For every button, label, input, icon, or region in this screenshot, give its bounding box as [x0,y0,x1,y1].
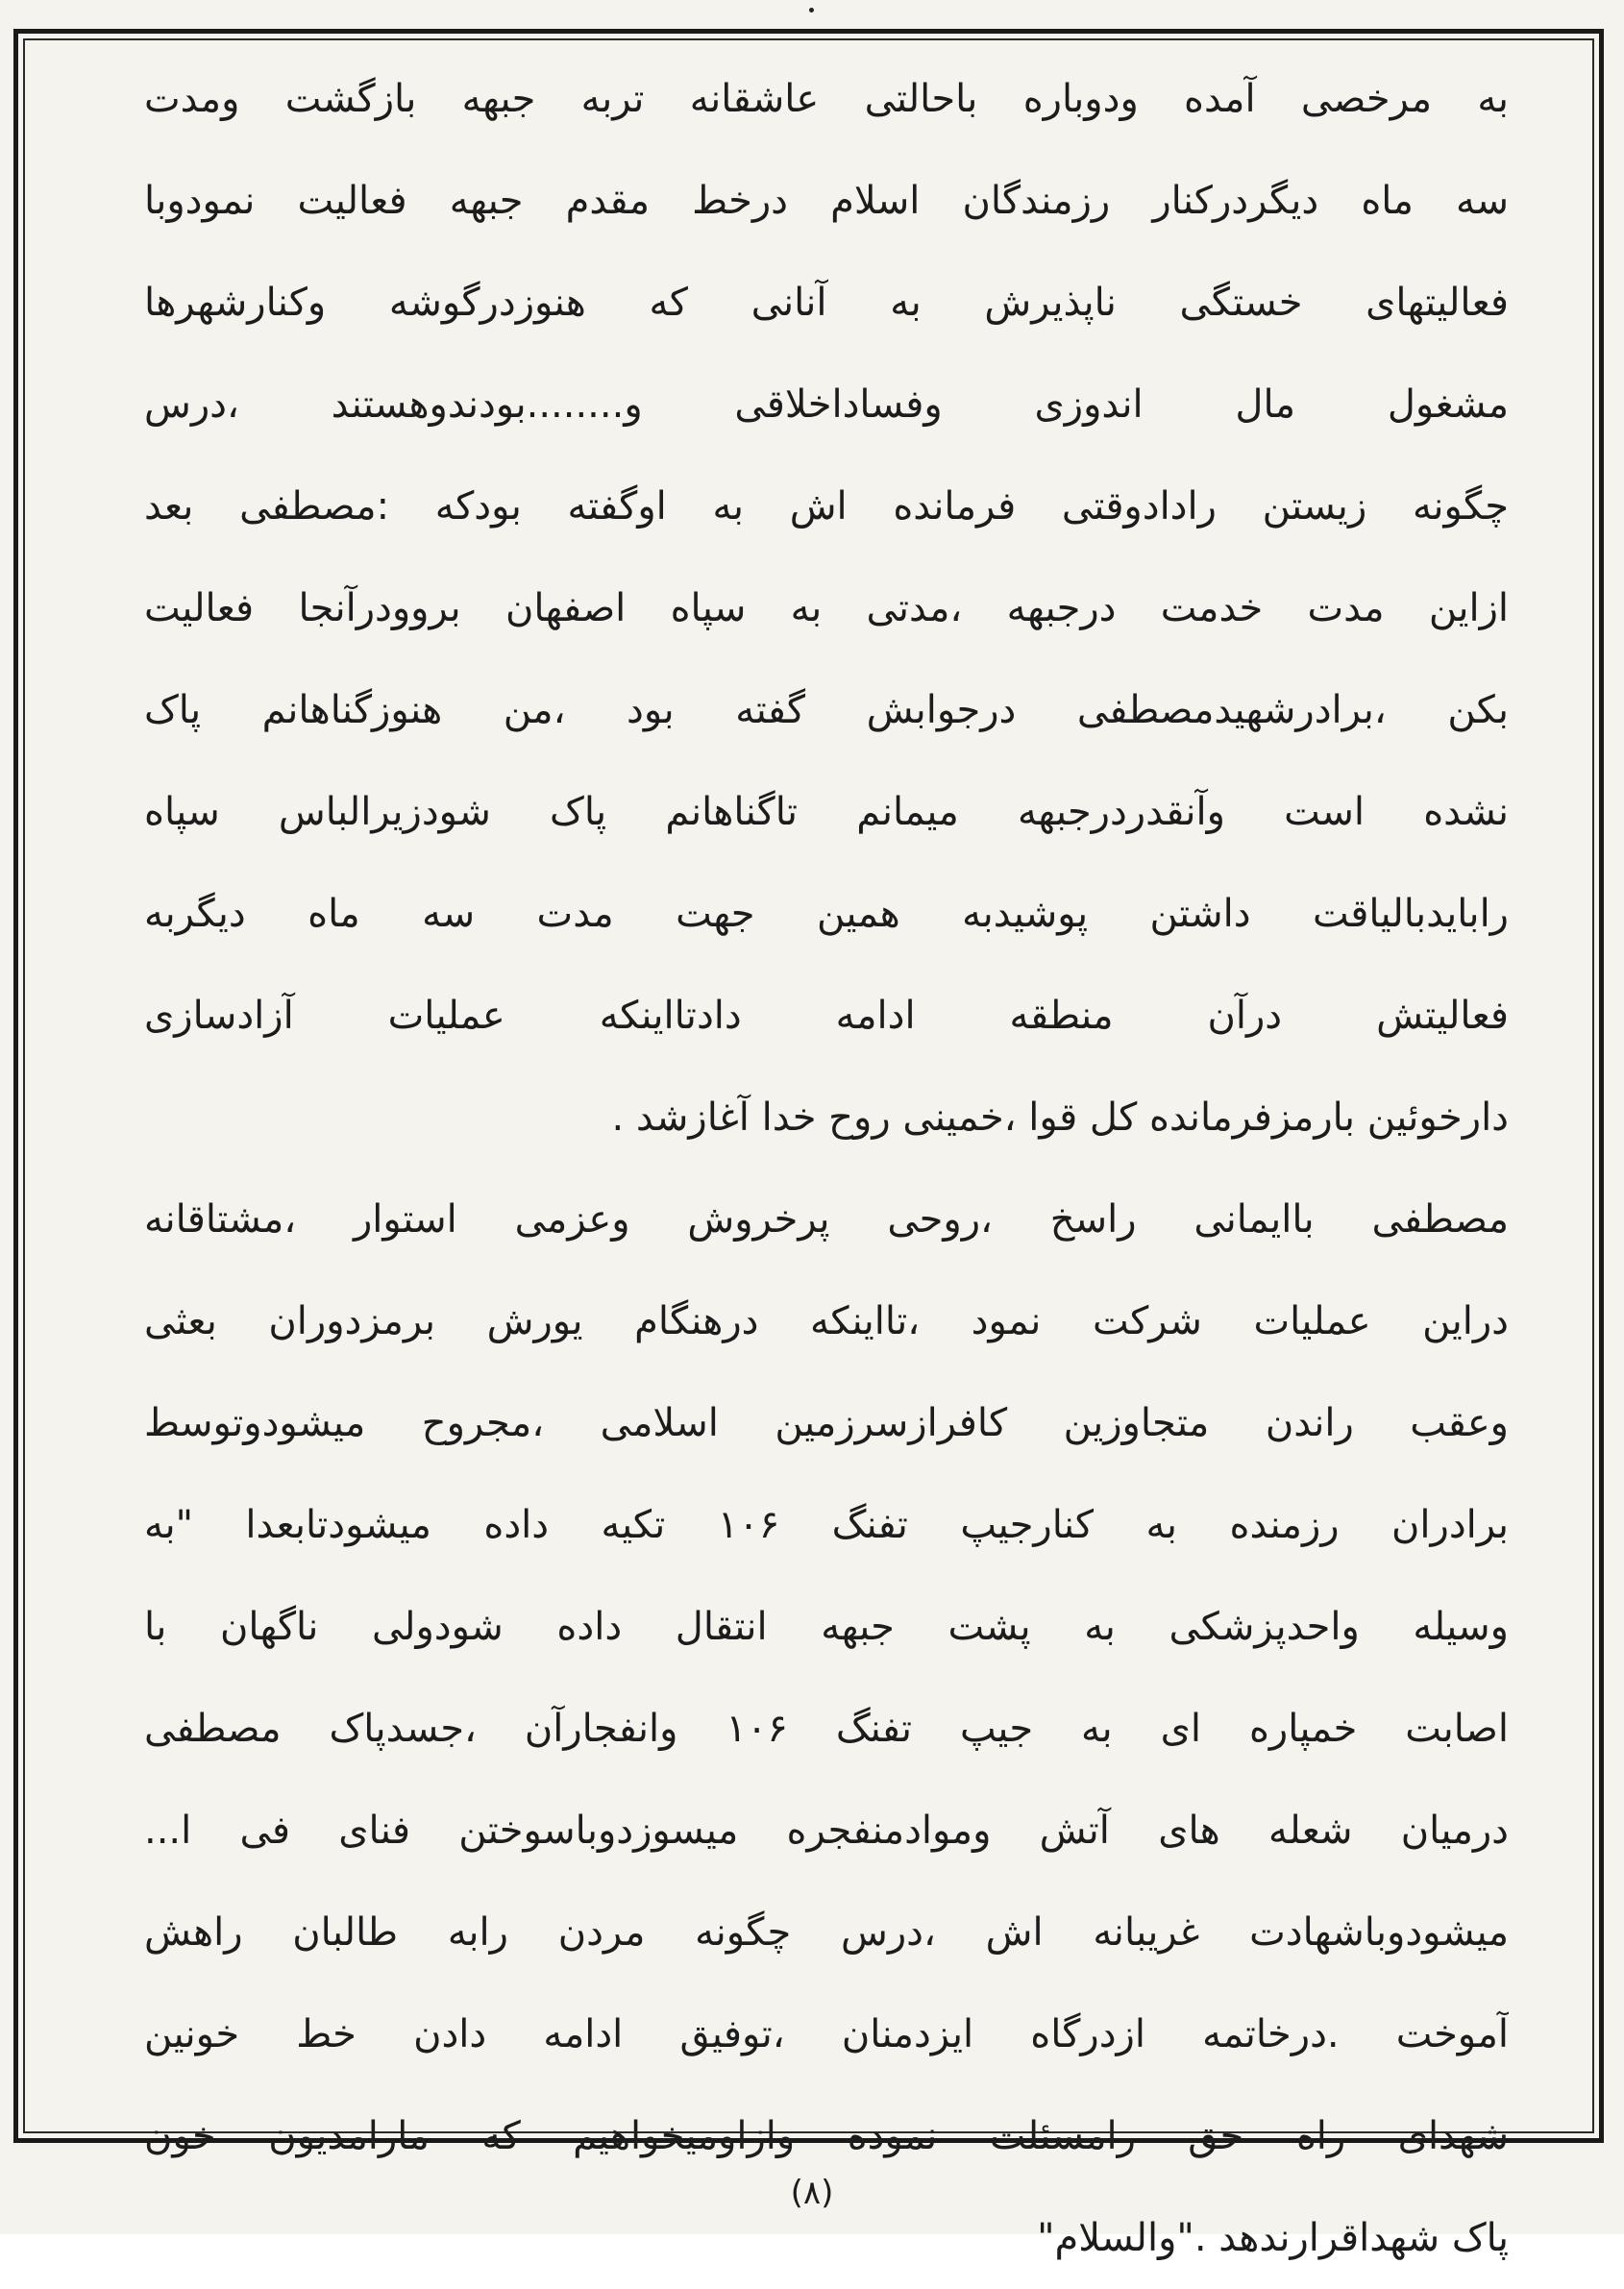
text-line: آموخت .درخاتمه ازدرگاه ایزدمنان ،توفیق ادامه دادن خط خونین [144,2012,1509,2056]
text-line: پاک شهداقرارندهد ."والسلام" [1037,2216,1509,2260]
text-line: رابایدبالیاقت داشتن پوشیدبه همین جهت مدت سه ماه دیگربه [144,892,1509,936]
body-text [144,48,1509,2289]
text-line: دراین عملیات شرکت نمود ،تااینکه درهنگام یورش برمزدوران بعثی [144,1299,1509,1343]
text-line: بکن ،برادرشهیدمصطفی درجوابش گفته بود ،من هنوزگناهانم پاک [144,688,1509,732]
text-line: ازاین مدت خدمت درجبهه ،مدتی به سپاه اصفهان بروودرآنجا فعالیت [144,586,1509,630]
text-line: وعقب راندن متجاوزین کافرازسرزمین اسلامی ،مجروح میشودوتوسط [144,1401,1509,1445]
text-line: فعالیتهای خستگی ناپذیرش به آنانی که هنوزدرگوشه وکنارشهرها [144,281,1509,325]
page-number: (۸) [790,2174,834,2212]
text-line: میشودوباشهادت غریبانه اش ،درس چگونه مردن رابه طالبان راهش [144,1910,1509,1955]
text-line: نشده است وآنقدردرجبهه میمانم تاگناهانم پاک شودزیرالباس سپاه [144,790,1509,834]
text-line: درمیان شعله های آتش وموادمنفجره میسوزدوباسوختن فنای فی ا... [144,1809,1509,1853]
text-line: سه ماه دیگردرکنار رزمندگان اسلام درخط مقدم جبهه فعالیت نمودوبا [144,179,1509,223]
text-line: فعالیتش درآن منطقه ادامه دادتااینکه عملیات آزادسازی [144,994,1509,1038]
text-line: وسیله واحدپزشکی به پشت جبهه انتقال داده شودولی ناگهان با [144,1605,1509,1649]
text-line: به مرخصی آمده ودوباره باحالتی عاشقانه تربه جبهه بازگشت ومدت [144,77,1509,121]
text-line: دارخوئین بارمزفرمانده کل قوا ،خمینی روح خدا آغازشد . [611,1095,1509,1140]
text-line: مشغول مال اندوزی وفساداخلاقی و........بودندوهستند ،درس [144,382,1509,427]
top-dot-mark [809,8,814,12]
text-line: برادران رزمنده به کنارجیپ تفنگ ۱۰۶ تکیه داده میشودتابعدا "به [144,1503,1509,1547]
text-line: مصطفی باایمانی راسخ ،روحی پرخروش وعزمی استوار ،مشتاقانه [144,1197,1509,1242]
text-line: شهدای راه حق رامسئلت نموده وازاومیخواهیم که مارامدیون خون [144,2114,1509,2158]
text-line: اصابت خمپاره ای به جیپ تفنگ ۱۰۶ وانفجارآن ،جسدپاک مصطفی [144,1707,1509,1751]
text-line: چگونه زیستن رادادوقتی فرمانده اش به اوگفته بودکه :مصطفی بعد [144,484,1509,529]
